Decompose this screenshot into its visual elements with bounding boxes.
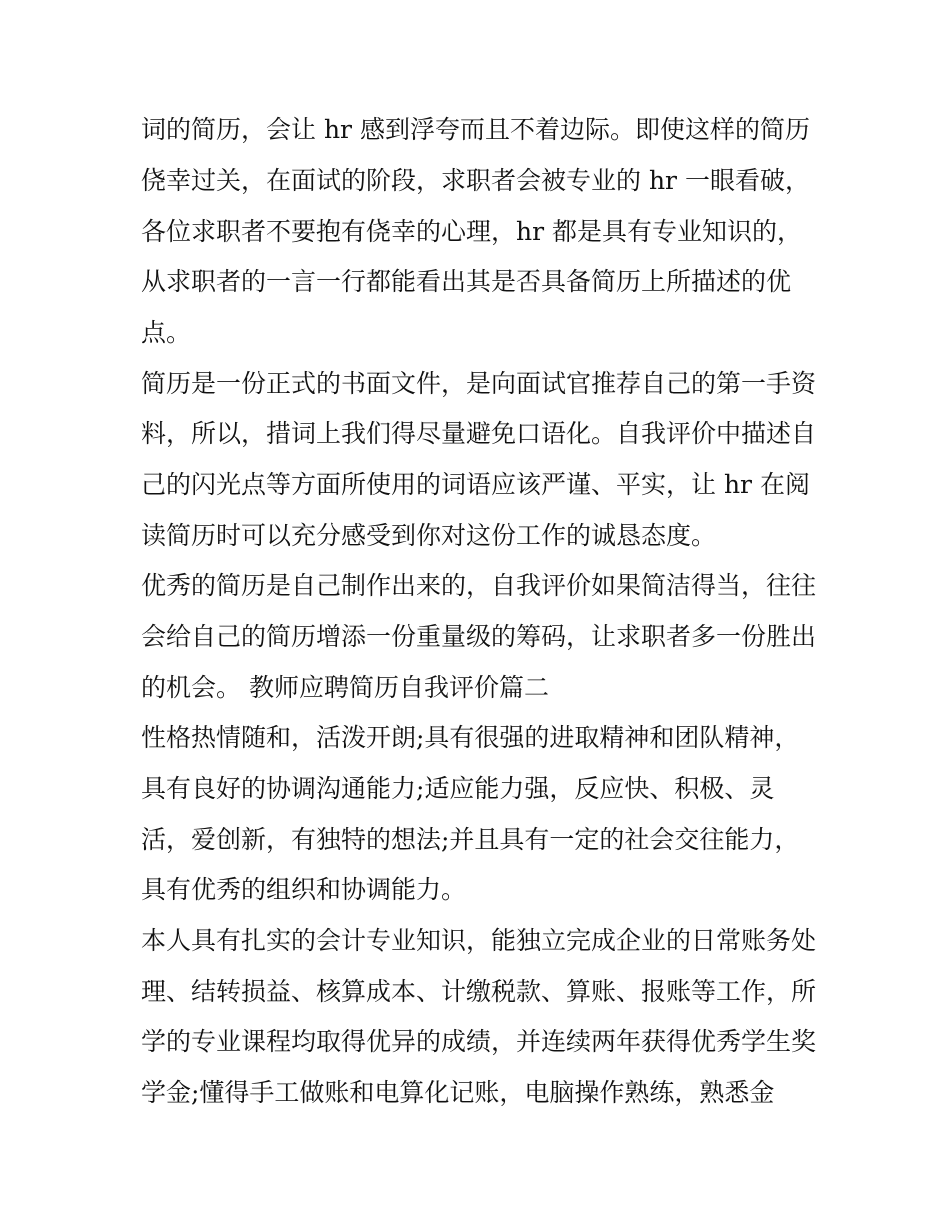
text-line: 的机会。 教师应聘简历自我评价篇二 bbox=[141, 673, 549, 702]
text-line: 各位求职者不要抱有侥幸的心理，hr 都是具有专业知识的， bbox=[141, 217, 803, 246]
text-line: 词的简历，会让 hr 感到浮夸而且不着边际。即使这样的简历 bbox=[141, 115, 810, 144]
text-line: 侥幸过关，在面试的阶段，求职者会被专业的 hr 一眼看破， bbox=[141, 166, 810, 195]
text-line: 点。 bbox=[141, 318, 192, 347]
text-line: 会给自己的简历增添一份重量级的筹码，让求职者多一份胜出 bbox=[141, 622, 817, 651]
text-line: 性格热情随和，活泼开朗;具有很强的进取精神和团队精神， bbox=[141, 723, 800, 752]
text-line: 读简历时可以充分感受到你对这份工作的诚恳态度。 bbox=[141, 521, 717, 550]
text-line: 从求职者的一言一行都能看出其是否具备简历上所描述的优 bbox=[141, 267, 792, 296]
text-line: 学的专业课程均取得优异的成绩，并连续两年获得优秀学生奖 bbox=[141, 1027, 817, 1056]
text-line: 活，爱创新，有独特的想法;并且具有一定的社会交往能力， bbox=[141, 825, 800, 854]
text-line: 本人具有扎实的会计专业知识，能独立完成企业的日常账务处 bbox=[141, 926, 817, 955]
text-line: 料，所以，措词上我们得尽量避免口语化。自我评价中描述自 bbox=[141, 419, 817, 448]
text-line: 简历是一份正式的书面文件，是向面试官推荐自己的第一手资 bbox=[141, 369, 817, 398]
text-line: 具有良好的协调沟通能力;适应能力强，反应快、积极、灵 bbox=[141, 774, 775, 803]
text-line: 己的闪光点等方面所使用的词语应该严谨、平实，让 hr 在阅 bbox=[141, 470, 810, 499]
text-line: 具有优秀的组织和协调能力。 bbox=[141, 875, 467, 904]
text-line: 优秀的简历是自己制作出来的，自我评价如果简洁得当，往往 bbox=[141, 571, 817, 600]
text-line: 学金;懂得手工做账和电算化记账，电脑操作熟练，熟悉金 bbox=[141, 1078, 775, 1107]
text-line: 理、结转损益、核算成本、计缴税款、算账、报账等工作，所 bbox=[141, 977, 817, 1006]
